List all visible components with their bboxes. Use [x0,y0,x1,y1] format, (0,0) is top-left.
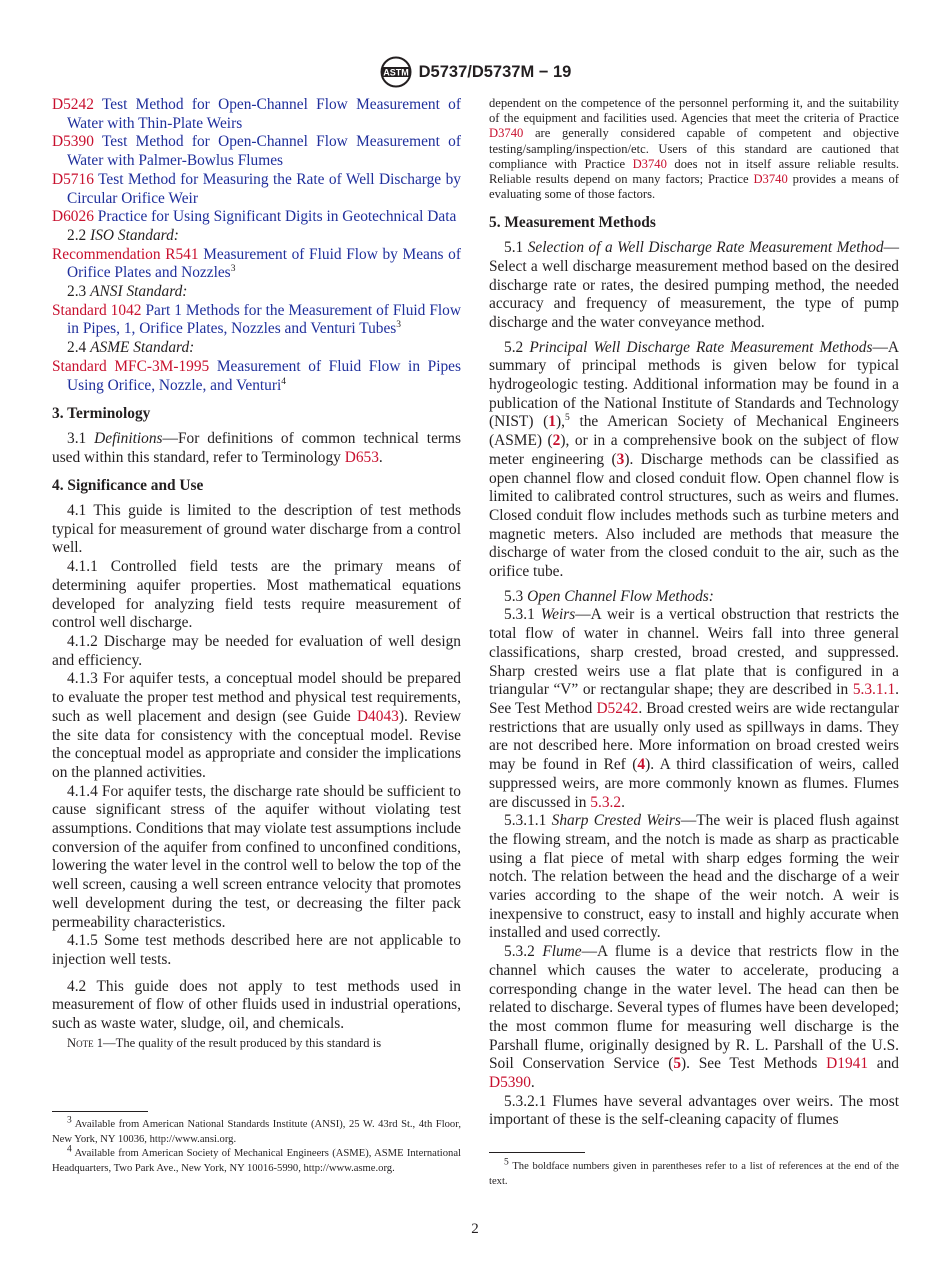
link-5-3-1-1[interactable]: 5.3.1.1 [852,681,896,699]
paragraph-5-3-1: 5.3.1 Weirs—A weir is a vertical obstruction that restricts the total flow of water in channel. Weirs fall into three general classifications, sharp crested, broad crested, and suppressed. Sharp crested weirs use a flat plate that is configured in a triangular “V” or rectangular shape; they are described in 5.3.1.1. See Test Method D5242. Broad crested weirs are wide rectangular restrictions that are usually only used as spillways in dams. They are not described here. More information on broad crested weirs may be found in Ref (4). A third classification of weirs, called suppressed weirs, are more commonly known as flumes. Flumes are discussed in 5.3.2. [489,606,899,811]
paragraph-5-2: 5.2 Principal Well Discharge Rate Measurement Methods—A summary of principal methods is given below for typical hydrogeologic testing. Additional information may be found in a publication of the National Institute of Standards and Technology (NIST) (1),$^5$ the American Society of Mechanical Engineers (ASME) (2), or in a comprehensive book on the subject of flow meter engineering (3). Discharge methods can be classified as open channel flow and closed conduit flow. Open channel flow is limited to calibrated control structures, such as weirs and flumes. Closed conduit flow includes methods such as turbine meters and magnetic meters. Also included are methods that measure the discharge of water from the closed conduit to the air, such as the orifice tube. [489,338,900,581]
link-5-3-2[interactable]: 5.3.2 [590,793,622,811]
ref-title-link[interactable]: Test Method for Measuring the Rate of Well Discharge by Circular Orifice Weir [67,170,461,207]
ref-link-5[interactable]: 5 [673,1055,682,1073]
reference-d6026 [52,208,461,227]
ref-code-link[interactable]: D5390 [52,133,94,151]
reference-d5242 [52,96,461,133]
ref-title-link[interactable]: Measurement of Fluid Flow by Means of Orifice Plates and Nozzles [67,245,461,282]
footnote-3: $^3$ Available from American National Standards Institute (ANSI), 25 W. 43rd St., 4th Floor, New York, NY 10036, http://www.ansi.org. [52,1115,461,1145]
section-4-heading: 4. Significance and Use [52,477,204,495]
link-d3740[interactable]: D3740 [632,156,667,171]
ref-title-link[interactable]: Part 1 Methods for the Measurement of Fluid Flow in Pipes, 1, Orifice Plates, Nozzles and Venturi Tubes [67,301,461,338]
paragraph-4-1-2: 4.1.2 Discharge may be needed for evaluation of well design and efficiency. [52,632,461,669]
ref-title-link[interactable]: Test Method for Open-Channel Flow Measurement of Water with Palmer-Bowlus Flumes [67,133,461,170]
ref-code-link[interactable]: D5242 [52,96,94,113]
paragraph-4-1-4: 4.1.4 For aquifer tests, the discharge rate should be sufficient to cause significant stress of the aquifer without violating test assumptions. Conditions that may violate test assumptions include conversion of the aquifer from confined to unconfined conditions, lowering the water level in the control well to below the top of the well screen, causing a well screen entrance velocity that promotes well development during the test, or decreasing the filter pack permeability characteristics. [52,782,461,931]
paragraph-5-3-2-1: 5.3.2.1 Flumes have several advantages over weirs. The most important of these is the self-cleaning capacity of flumes [489,1092,899,1129]
ref-code-link[interactable]: D5716 [52,170,94,188]
ref-code-link[interactable]: Recommendation R541 [52,245,199,263]
iso-heading: 2.2 ISO Standard: [67,226,179,244]
ref-title-link[interactable]: Test Method for Open-Channel Flow Measurement of Water with Thin-Plate Weirs [67,96,461,132]
footnote-marker: 3 [230,264,236,275]
paragraph-5-3-2: 5.3.2 Flume—A flume is a device that restricts flow in the channel which causes the water to accelerate, producing a corresponding change in the water level. The head can then be related to discharge. Several types of flumes have been developed; the most common flume for measuring well discharge is the Parshall flume, originally designed by R. L. Parshall of the U.S. Soil Conservation Service (5). See Test Methods D1941 and D5390. [489,943,899,1092]
paragraph-5-3-1-1: 5.3.1.1 Sharp Crested Weirs—The weir is placed flush against the flowing stream, and the notch is made as sharp as practicable using a flat piece of metal with sharp edges forming the weir notch. The relation between the head and the discharge of a weir varies according to the shape of the weir notch. A weir is inexpensive to construct, easy to install and highly accurate when installed and used correctly. [489,812,899,942]
right-column [489,96,899,1130]
ref-link-4[interactable]: 4 [637,756,646,774]
ref-code-link[interactable]: Standard 1042 [52,301,142,319]
paragraph-5-3: 5.3 Open Channel Flow Methods: [504,587,714,605]
footnote-rule [52,1111,148,1112]
ref-title-link[interactable]: Measurement of Fluid Flow in Pipes Using Orifice, Nozzle, and Venturi [67,357,461,394]
reference-ansi [52,302,461,339]
paragraph-4-1: 4.1 This guide is limited to the description of test methods typical for measurement of ground water discharge from a control well. [52,502,461,557]
svg-text:ASTM: ASTM [382,67,409,78]
footnote-4: $^4$ Available from American Society of Mechanical Engineers (ASME), ASME International Headquarters, Two Park Ave., New York, NY 10016-5990, http://www.asme.org. [52,1144,461,1174]
reference-asme [52,358,461,395]
ref-link-3[interactable]: 3 [616,450,625,468]
reference-d5716 [52,171,461,208]
footnote-marker: 4 [281,376,287,387]
document-id: D5737/D5737M − 19 [418,62,572,81]
paragraph-5-1: 5.1 Selection of a Well Discharge Rate Measurement Method—Select a well discharge measurement method based on the desired discharge rate or rates, the desired pumping method, the needed accuracy and frequency of measurement, the type of pump discharge and the water conveyance method. [489,239,899,331]
asme-heading: 2.4 ASME Standard: [67,339,195,357]
link-d1941[interactable]: D1941 [826,1055,869,1073]
left-footnotes [52,1115,461,1176]
note-1: Note 1—The quality of the result produced by this standard is [67,1035,382,1050]
reference-iso [52,246,461,283]
link-d3740[interactable]: D3740 [489,126,524,141]
link-d5242[interactable]: D5242 [596,700,639,717]
paragraph-3-1: 3.1 Definitions—For definitions of common technical terms used within this standard, refer to Terminology D653. [52,429,461,466]
footnote-5: $^5$ The boldface numbers given in parentheses refer to a list of references at the end of the text. [489,1157,899,1187]
link-d653[interactable]: D653 [344,448,379,466]
footnote-marker: 3 [396,320,402,331]
section-3-heading: 3. Terminology [52,405,151,423]
right-footnotes [489,1157,899,1189]
paragraph-4-2: 4.2 This guide does not apply to test methods used in measurement of flow of other fluids used in industrial operations, such as waste water, sludge, oil, and chemicals. [52,977,461,1033]
link-d3740[interactable]: D3740 [753,172,788,187]
page-number: 2 [471,1221,479,1237]
ref-link-1[interactable]: 1 [548,413,556,431]
footnote-marker: 5 [564,413,570,424]
left-column [52,96,461,1051]
paragraph-4-1-5: 4.1.5 Some test methods described here are not applicable to injection well tests. [52,932,461,968]
paragraph-4-1-3: 4.1.3 For aquifer tests, a conceptual model should be prepared to evaluate the proper test method and physical test requirements, such as well placement and design (see Guide D4043). Review the site data for consistency with the conceptual model. Revise the conceptual model as appropriate and consider the implications on the planned activities. [52,670,462,781]
astm-logo-icon [379,56,413,88]
note-1-continued: dependent on the competence of the personnel performing it, and the suitability of the equipment and facilities used. Agencies that meet the criteria of Practice D3740 are generally considered capable of competent and objective testing/sampling/inspection/etc. Users of this standard are cautioned that compliance with Practice D3740 does not in itself assure reliable results. Reliable results depend on many factors; Practice D3740 provides a means of evaluating some of those factors. [489,96,900,202]
link-d4043[interactable]: D4043 [356,707,399,725]
link-d5390[interactable]: D5390 [489,1074,531,1092]
ref-link-2[interactable]: 2 [552,432,561,450]
ref-code-link[interactable]: D6026 [52,208,94,226]
ansi-heading: 2.3 ANSI Standard: [67,283,188,301]
section-5-heading: 5. Measurement Methods [489,214,656,232]
ref-code-link[interactable]: Standard MFC-3M-1995 [52,357,210,375]
reference-d5390 [52,133,461,170]
footnote-rule [489,1152,585,1153]
page-header [0,56,950,88]
paragraph-4-1-1: 4.1.1 Controlled field tests are the primary means of determining aquifer properties. Most mathematical equations developed for analyzing field tests require measurement of control well discharge. [52,558,461,632]
ref-title-link[interactable]: Practice for Using Significant Digits in Geotechnical Data [97,208,457,226]
